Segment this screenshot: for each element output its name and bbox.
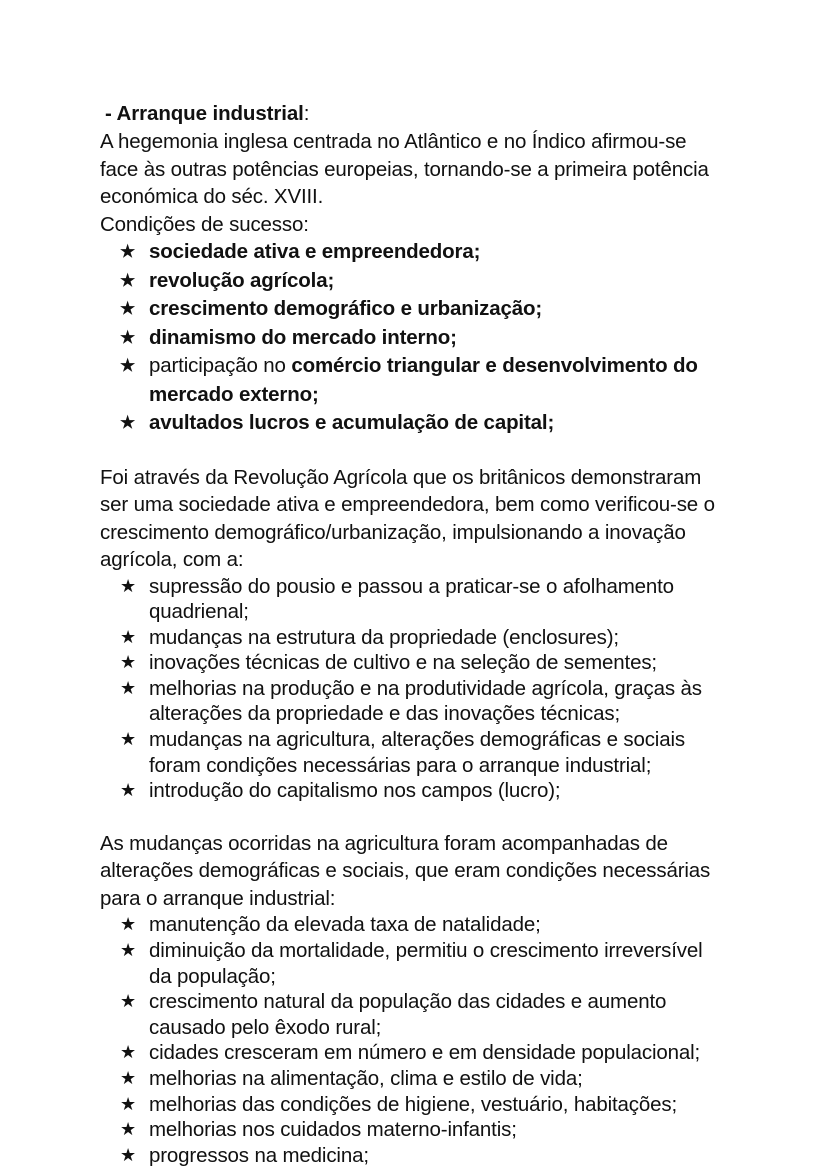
star-icon: ★	[120, 1093, 136, 1114]
list-item-label: comércio triangular e desenvolvimento do mercado externo;	[149, 354, 698, 406]
list-item	[112, 1066, 716, 1092]
list-item	[112, 676, 716, 727]
agriculture-list	[100, 574, 716, 804]
list-item-label: sociedade ativa e empreendedora;	[149, 240, 481, 263]
list-item-label: crescimento natural da população das cidades e aumento causado pelo êxodo rural;	[149, 990, 667, 1039]
star-icon: ★	[120, 242, 136, 261]
list-item	[112, 650, 716, 676]
star-icon: ★	[120, 626, 136, 647]
star-icon: ★	[120, 780, 136, 801]
section-arranque-industrial	[100, 100, 716, 438]
page-title-colon: :	[303, 102, 310, 125]
list-item	[112, 989, 716, 1040]
list-item-label: crescimento demográfico e urbanização;	[149, 297, 543, 320]
spacer	[100, 804, 716, 830]
list-item-label: melhorias na alimentação, clima e estilo de vida;	[149, 1066, 583, 1090]
list-item-label: progressos na medicina;	[149, 1143, 369, 1167]
list-item-label: dinamismo do mercado interno;	[149, 325, 457, 349]
list-item-label: mudanças na estrutura da propriedade (enclosures);	[149, 625, 619, 649]
star-icon: ★	[120, 1067, 136, 1088]
list-item	[112, 625, 716, 651]
star-icon: ★	[120, 356, 136, 375]
star-icon: ★	[120, 914, 136, 935]
list-item	[112, 778, 716, 804]
spacer	[100, 438, 716, 464]
star-icon: ★	[120, 677, 136, 698]
star-icon: ★	[120, 1042, 136, 1063]
list-item-label: supressão do pousio e passou a praticar-se o afolhamento quadrienal;	[149, 574, 674, 624]
list-item-label: avultados lucros e acumulação de capital;	[149, 411, 555, 434]
list-item	[112, 938, 716, 989]
list-item	[112, 295, 716, 324]
star-icon: ★	[120, 1144, 136, 1165]
list-item-label: introdução do capitalismo nos campos (lucro);	[149, 779, 561, 803]
list-item	[112, 324, 716, 353]
star-icon: ★	[120, 270, 136, 290]
list-item-label: mudanças na agricultura, alterações demográficas e sociais foram condições necessárias para o arranque industrial;	[149, 728, 685, 777]
list-item-label: diminuição da mortalidade, permitiu o crescimento irreversível da população;	[149, 938, 703, 988]
list-item-label: melhorias das condições de higiene, vestuário, habitações;	[149, 1092, 678, 1116]
list-item	[112, 1143, 716, 1169]
list-item-label: melhorias na produção e na produtividade agrícola, graças às alterações da propriedade e das inovações técnicas;	[149, 676, 702, 726]
star-icon: ★	[120, 1119, 136, 1140]
star-icon: ★	[120, 991, 136, 1012]
section-revolucao-agricola	[100, 464, 716, 804]
list-item	[112, 912, 716, 938]
star-icon: ★	[120, 327, 136, 347]
list-item-label: manutenção da elevada taxa de natalidade;	[149, 913, 541, 937]
conditions-list	[100, 238, 716, 438]
intro-paragraph: A hegemonia inglesa centrada no Atlântico e no Índico afirmou-se face às outras potências europeias, tornando-se a primeira potência económica do séc. XVIII.	[100, 130, 709, 208]
list-item	[112, 1092, 716, 1118]
agriculture-paragraph: Foi através da Revolução Agrícola que os britânicos demonstraram ser uma sociedade ativa e empreendedora, bem como verificou-se o crescimento demográfico/urbanização, impulsionando a inovação agrícola, com a:	[100, 465, 715, 571]
list-item	[112, 1040, 716, 1066]
page-title	[105, 100, 716, 127]
list-item	[112, 574, 716, 625]
list-item	[112, 1117, 716, 1143]
demographic-paragraph: As mudanças ocorridas na agricultura foram acompanhadas de alterações demográficas e sociais, que eram condições necessárias para o arranque industrial:	[100, 831, 711, 910]
list-item-label: revolução agrícola;	[149, 268, 335, 292]
star-icon: ★	[120, 299, 136, 318]
section-alteracoes-demograficas	[100, 830, 716, 1168]
list-item-lead: participação no	[149, 354, 292, 377]
list-item-label: cidades cresceram em número e em densidade populacional;	[149, 1041, 701, 1065]
document-body	[100, 100, 716, 1168]
star-icon: ★	[120, 575, 136, 596]
page-title-label: - Arranque industrial	[105, 102, 304, 125]
list-item	[112, 238, 716, 267]
star-icon: ★	[120, 652, 136, 673]
star-icon: ★	[120, 939, 136, 960]
demographic-list	[100, 912, 716, 1168]
list-item	[112, 267, 716, 296]
star-icon: ★	[120, 729, 136, 750]
list-item	[112, 727, 716, 778]
star-icon: ★	[120, 413, 136, 432]
list-item	[112, 409, 716, 438]
list-item-label: melhorias nos cuidados materno-infantis;	[149, 1118, 517, 1142]
list-item-label: inovações técnicas de cultivo e na seleção de sementes;	[149, 651, 657, 675]
list-item	[112, 352, 716, 409]
conditions-label: Condições de sucesso:	[100, 212, 309, 236]
